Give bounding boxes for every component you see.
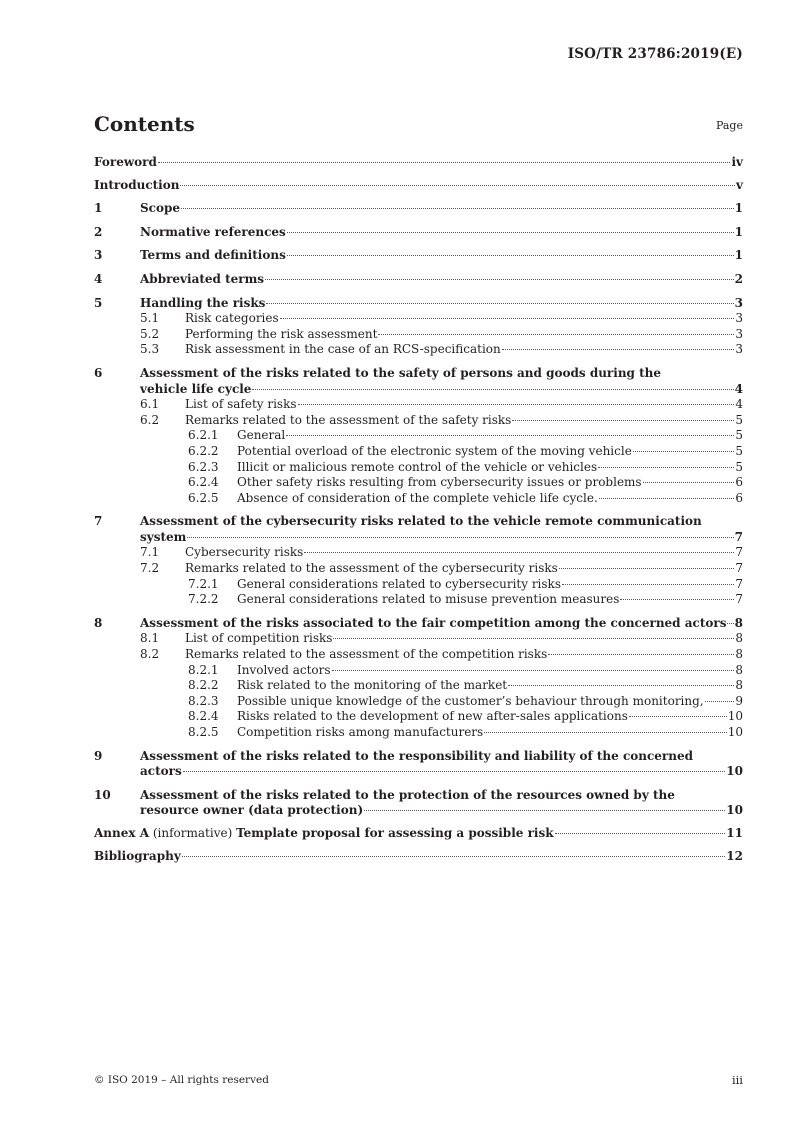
toc-entry-s6-2-4[interactable] (188, 475, 743, 491)
toc-entry-page: 3 (735, 326, 743, 341)
page-number: iii (731, 1073, 743, 1087)
toc-entry-title: Competition risks among manufacturers (237, 725, 484, 739)
toc-entry-title: Remarks related to the assessment of the cybersecurity risks (185, 561, 558, 576)
dot-leader (287, 232, 734, 233)
toc-entry-page: 7 (734, 529, 743, 544)
dot-leader (705, 701, 735, 702)
toc-entry-title: Handling the risks (140, 295, 266, 310)
toc-entry-title: Remarks related to the assessment of the safety risks (185, 412, 512, 427)
dot-leader (265, 279, 734, 280)
dot-leader (727, 623, 733, 624)
toc-entry-number: 7.2.1 (188, 576, 219, 591)
dot-leader (620, 599, 734, 600)
toc-entry-page: 1 (734, 224, 743, 239)
toc-entry-s5-2[interactable] (140, 327, 743, 343)
dot-leader (304, 552, 734, 553)
toc-entry-s8-2-5[interactable] (188, 725, 743, 741)
toc-entry-number: 6 (94, 365, 103, 380)
dot-leader (484, 732, 727, 733)
toc-entry-title: Illicit or malicious remote control of the vehicle or vehicles (237, 459, 598, 474)
dot-leader (181, 208, 734, 209)
toc-entry-number: 6.2.3 (188, 459, 219, 474)
toc-entry-s2[interactable] (94, 225, 743, 241)
toc-entry-title: Introduction (94, 177, 180, 192)
toc-entry-s9[interactable] (94, 749, 743, 780)
toc-entry-title: Terms and definitions (140, 248, 286, 263)
toc-entry-title: Assessment of the risks associated to the fair competition among the concerned actors (140, 615, 727, 630)
page-title: Contents (94, 112, 195, 136)
toc-entry-page: 10 (727, 725, 743, 739)
toc-entry-title: Bibliography (94, 848, 181, 863)
toc-entry-page: 5 (735, 459, 743, 474)
toc-entry-number: 10 (94, 787, 111, 802)
toc-entry-s8-2-1[interactable] (188, 663, 743, 679)
toc-entry-s7-2-2[interactable] (188, 592, 743, 608)
toc-entry-page: 6 (735, 475, 743, 490)
toc-entry-page: 12 (726, 848, 743, 863)
toc-entry-page: 5 (735, 412, 743, 427)
dot-leader (280, 318, 735, 319)
dot-leader (364, 810, 725, 811)
dot-leader (183, 771, 726, 772)
dot-leader (378, 334, 734, 335)
toc-entry-introduction[interactable] (94, 178, 743, 194)
dot-leader (332, 670, 735, 671)
toc-entry-title: General considerations related to misuse prevention measures (237, 592, 620, 607)
toc-entry-page: 3 (735, 342, 743, 357)
toc-entry-title: Risks related to the development of new after-sales applications (237, 709, 628, 724)
annex-type: (informative) (149, 825, 237, 840)
toc-entry-title: Scope (140, 201, 181, 216)
dot-leader (548, 654, 734, 655)
toc-entry-title-line1: Assessment of the risks related to the safety of persons and goods during the (140, 365, 662, 380)
dot-leader (287, 255, 734, 256)
toc-entry-title: Risk categories (185, 311, 279, 326)
toc-entry-page: 7 (735, 592, 743, 607)
toc-entry-page: 11 (726, 825, 743, 840)
toc-entry-page: 4 (735, 397, 743, 412)
toc-entry-s5-3[interactable] (140, 342, 743, 358)
toc-entry-page: 10 (726, 803, 743, 818)
toc-entry-title: Foreword (94, 155, 157, 169)
dot-leader (333, 638, 734, 639)
toc-entry-s6[interactable] (94, 366, 743, 397)
toc-entry-number: 1 (94, 201, 103, 216)
toc-entry-number: 8.2.1 (188, 662, 219, 677)
toc-entry-title: Absence of consideration of the complete vehicle life cycle. (237, 490, 598, 505)
dot-leader (629, 716, 727, 717)
toc-entry-number: 7.2 (140, 561, 160, 576)
toc-entry-s8-2[interactable] (140, 647, 743, 663)
dot-leader (502, 349, 735, 350)
toc-entry-s8-1[interactable] (140, 631, 743, 647)
toc-entry-number: 6.2.4 (188, 475, 219, 490)
toc-entry-s3[interactable] (94, 248, 743, 264)
dot-leader (599, 498, 735, 499)
toc-entry-s8[interactable] (94, 616, 743, 632)
dot-leader (298, 404, 735, 405)
document-identifier: ISO/TR 23786:2019(E) (567, 46, 743, 62)
toc-entry-foreword[interactable] (94, 155, 743, 171)
toc-entry-page: iv (731, 155, 743, 169)
toc-entry-title: Normative references (140, 224, 286, 239)
toc-entry-s10[interactable] (94, 788, 743, 819)
toc-entry-title: Remarks related to the assessment of the competition risks (185, 647, 548, 662)
toc-entry-title-line1: Assessment of the risks related to the protection of the resources owned by the (140, 787, 675, 802)
toc-entry-number: 5.2 (140, 326, 160, 341)
toc-entry-page: 10 (727, 709, 743, 724)
dot-leader (182, 856, 726, 857)
toc-entry-title-line2: resource owner (data protection) (140, 803, 364, 818)
toc-entry-s8-2-4[interactable] (188, 709, 743, 725)
toc-entry-s7-2[interactable] (140, 561, 743, 577)
toc-entry-title: Performing the risk assessment (185, 326, 378, 341)
toc-entry-page: 4 (734, 381, 743, 396)
toc-entry-s6-2[interactable] (140, 413, 743, 429)
toc-entry-s8-2-2[interactable] (188, 678, 743, 694)
toc-entry-page: 1 (734, 248, 743, 263)
annex-title: Template proposal for assessing a possible risk (236, 825, 554, 840)
toc-entry-number: 5.3 (140, 342, 160, 357)
dot-leader (555, 833, 726, 834)
toc-entry-page: 8 (735, 631, 743, 646)
toc-entry-number: 8.2 (140, 647, 160, 662)
toc-entry-title: Involved actors (237, 662, 331, 677)
dot-leader (633, 451, 735, 452)
toc-entry-number: 8.2.5 (188, 725, 219, 739)
toc-entry-number: 5 (94, 295, 103, 310)
toc-entry-number: 6.2.5 (188, 490, 219, 505)
page-column-label: Page (715, 119, 743, 132)
table-of-contents (94, 155, 743, 864)
toc-entry-page: v (736, 177, 743, 192)
dot-leader (180, 185, 735, 186)
toc-entry-page: 7 (735, 561, 743, 576)
toc-entry-annex-a[interactable] (94, 826, 743, 842)
toc-entry-title: General (237, 428, 286, 443)
toc-entry-number: 8.1 (140, 631, 160, 646)
toc-entry-s8-2-3[interactable] (188, 694, 743, 710)
toc-entry-title: Abbreviated terms (140, 271, 265, 286)
toc-entry-s7[interactable] (94, 514, 743, 545)
toc-entry-bibliography[interactable] (94, 849, 743, 865)
toc-entry-number: 6.2.2 (188, 443, 219, 458)
dot-leader (266, 303, 733, 304)
toc-entry-title: Risk assessment in the case of an RCS-specification (185, 342, 501, 357)
dot-leader (508, 685, 734, 686)
toc-entry-page: 3 (735, 311, 743, 326)
toc-entry-title-line2: actors (140, 764, 182, 779)
toc-entry-page: 7 (735, 545, 743, 560)
toc-entry-title: List of safety risks (185, 397, 297, 412)
dot-leader (286, 435, 734, 436)
toc-entry-number: 4 (94, 271, 103, 286)
toc-entry-page: 7 (735, 576, 743, 591)
toc-entry-s6-1[interactable] (140, 397, 743, 413)
toc-entry-page: 8 (735, 662, 743, 677)
toc-entry-number: 6.2.1 (188, 428, 219, 443)
toc-entry-title-line1: Assessment of the risks related to the responsibility and liability of the concerned (140, 748, 693, 763)
toc-entry-title: Potential overload of the electronic system of the moving vehicle (237, 443, 632, 458)
toc-entry-page: 8 (735, 647, 743, 662)
toc-entry-page: 5 (735, 443, 743, 458)
toc-entry-page: 8 (734, 615, 743, 630)
toc-entry-s7-2-1[interactable] (188, 577, 743, 593)
toc-entry-s6-2-1[interactable] (188, 428, 743, 444)
dot-leader (158, 162, 731, 163)
toc-entry-title: Cybersecurity risks (185, 545, 304, 560)
toc-entry-title-line2: vehicle life cycle (140, 381, 252, 396)
toc-entry-number: 8 (94, 615, 103, 630)
copyright-notice: © ISO 2019 – All rights reserved (94, 1074, 269, 1086)
dot-leader (512, 420, 734, 421)
dot-leader (643, 482, 735, 483)
toc-entry-number: 3 (94, 248, 103, 263)
annex-label: Annex A (94, 825, 150, 840)
toc-entry-number: 6.1 (140, 397, 160, 412)
dot-leader (598, 467, 734, 468)
toc-entry-title: Other safety risks resulting from cybersecurity issues or problems (237, 475, 642, 490)
toc-entry-page: 2 (734, 271, 743, 286)
toc-entry-page: 9 (735, 693, 743, 708)
toc-entry-s5-1[interactable] (140, 311, 743, 327)
toc-entry-page: 5 (735, 428, 743, 443)
toc-entry-number: 5.1 (140, 311, 160, 326)
toc-entry-number: 7 (94, 514, 103, 529)
toc-entry-number: 8.2.2 (188, 678, 219, 693)
toc-entry-number: 9 (94, 748, 103, 763)
toc-entry-title (94, 826, 554, 842)
dot-leader (187, 537, 733, 538)
toc-entry-title-line2: system (140, 529, 187, 544)
toc-entry-title: Risk related to the monitoring of the market (237, 678, 508, 693)
toc-entry-number: 7.2.2 (188, 592, 219, 607)
toc-entry-page: 6 (735, 490, 743, 505)
toc-entry-page: 10 (726, 764, 743, 779)
toc-entry-page: 1 (734, 201, 743, 216)
toc-entry-s7-1[interactable] (140, 545, 743, 561)
toc-entry-number: 2 (94, 224, 103, 239)
toc-entry-s5[interactable] (94, 296, 743, 312)
toc-entry-s1[interactable] (94, 201, 743, 217)
toc-entry-number: 8.2.4 (188, 709, 219, 724)
dot-leader (252, 389, 733, 390)
toc-entry-title: List of competition risks (185, 631, 333, 646)
toc-entry-title: General considerations related to cybersecurity risks (237, 576, 561, 591)
toc-entry-s6-2-2[interactable] (188, 444, 743, 460)
toc-entry-number: 7.1 (140, 545, 160, 560)
toc-entry-page: 8 (735, 678, 743, 693)
toc-entry-number: 8.2.3 (188, 693, 219, 708)
toc-entry-title-line1: Assessment of the cybersecurity risks related to the vehicle remote communication (140, 514, 702, 529)
toc-entry-s6-2-3[interactable] (188, 460, 743, 476)
toc-entry-page: 3 (734, 295, 743, 310)
toc-entry-title: Possible unique knowledge of the customer’s behaviour through monitoring, (237, 693, 704, 708)
toc-entry-s6-2-5[interactable] (188, 491, 743, 507)
toc-entry-number: 6.2 (140, 412, 160, 427)
dot-leader (562, 584, 734, 585)
toc-entry-s4[interactable] (94, 272, 743, 288)
dot-leader (559, 568, 735, 569)
